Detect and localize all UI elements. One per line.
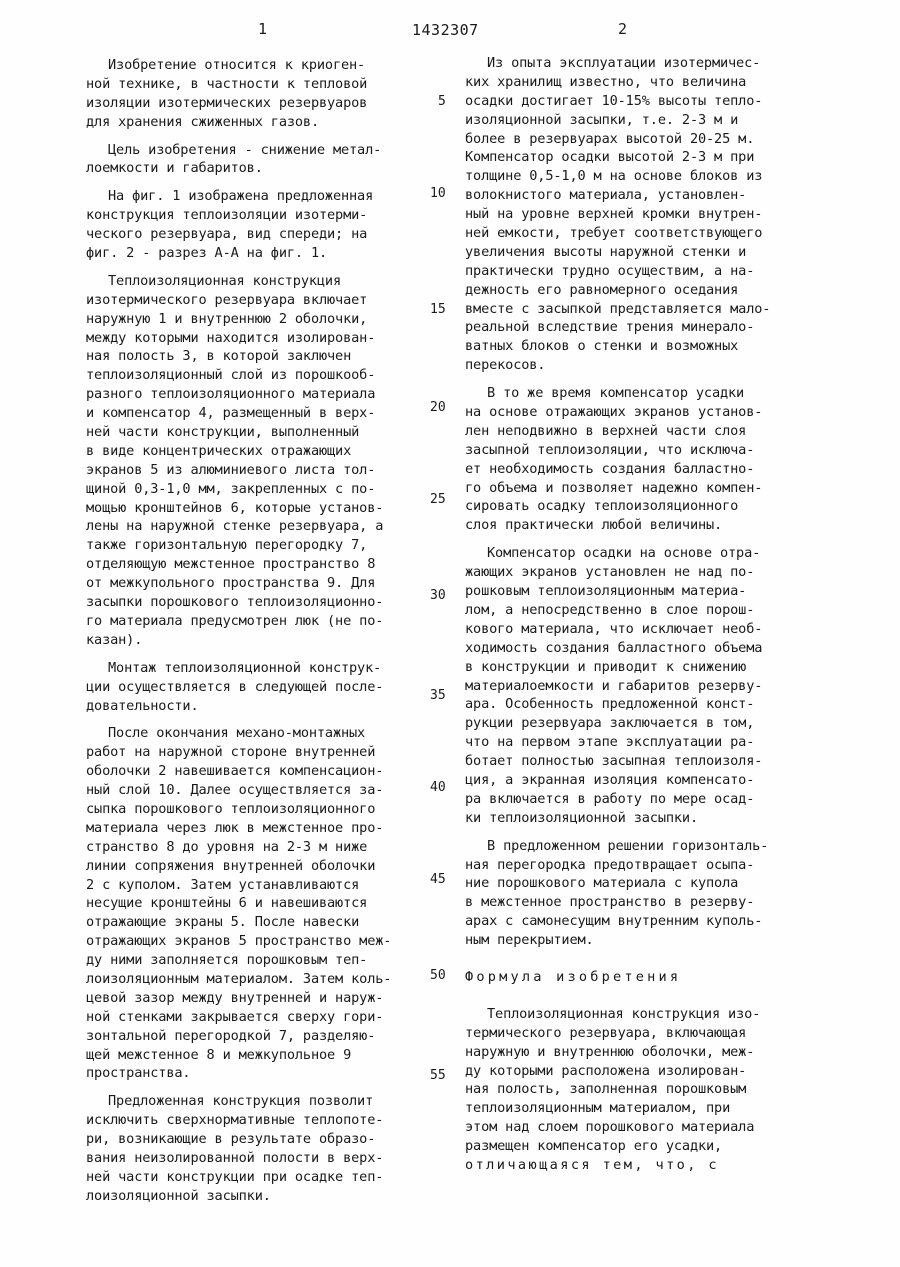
text-line: от межкупольного пространства 9. Для	[86, 575, 376, 592]
text-line: Предложенная конструкция позволит	[108, 1093, 374, 1110]
page-number-right: 2	[618, 20, 628, 38]
formula-line: теплоизоляционным материалом, при	[465, 1100, 731, 1117]
paragraph-gap	[86, 178, 456, 187]
text-line: мощью кронштейнов 6, которые установ-	[86, 499, 384, 516]
text-line: На фиг. 1 изображена предложенная	[108, 188, 374, 205]
text-line: Теплоизоляционная конструкция	[108, 272, 341, 289]
text-line: ней части конструкции при осадке теп-	[86, 1168, 384, 1185]
text-line: практически трудно осуществим, а на-	[465, 262, 755, 279]
text-line: наружную 1 и внутреннюю 2 оболочки,	[86, 310, 368, 327]
text-line: засыпки порошкового теплоизоляционно-	[86, 594, 384, 611]
text-line: го объема и позволяет надежно компен-	[465, 479, 763, 496]
text-line: лоизоляционным материалом. Затем коль-	[86, 970, 392, 987]
text-line: рукции резервуара заключается в том,	[465, 715, 755, 732]
text-line: жающих экранов установлен не над по-	[465, 564, 755, 581]
paragraph-gap	[465, 375, 825, 384]
text-line: ких хранилищ известно, что величина	[465, 73, 747, 90]
text-line: в виде концентрических отражающих	[86, 442, 352, 459]
formula-line: ду которыми расположена изолирован-	[465, 1062, 747, 1079]
right-column	[465, 54, 825, 1175]
text-line: странство 8 до уровня на 2-3 м ниже	[86, 838, 368, 855]
text-line: в конструкции и приводит к снижению	[465, 658, 747, 675]
text-line: ара. Особенность предложенной конст-	[465, 696, 755, 713]
formula-title: Формула изобретения	[465, 968, 682, 985]
text-line: 2 с куполом. Затем устанавливаются	[86, 876, 360, 893]
text-line: отражающих экранов 5 пространство меж-	[86, 933, 392, 950]
text-line: толщине 0,5-1,0 м на основе блоков из	[465, 168, 763, 185]
formula-line: Теплоизоляционная конструкция изо-	[487, 1005, 761, 1022]
text-line: осадки достигает 10-15% высоты тепло-	[465, 92, 763, 109]
text-line: ции осуществляется в следующей после-	[86, 678, 384, 695]
text-line: щиной 0,3-1,0 мм, закрепленных с по-	[86, 480, 376, 497]
text-line: линии сопряжения внутренней оболочки	[86, 857, 376, 874]
text-line: лоемкости и габаритов.	[86, 160, 263, 177]
text-line: материала через люк в межстенное про-	[86, 819, 384, 836]
text-line: зонтальной перегородкой 7, разделяю-	[86, 1027, 376, 1044]
text-line: для хранения сжиженных газов.	[86, 113, 319, 130]
text-line: ние порошкового материала с купола	[465, 875, 739, 892]
text-line: ри, возникающие в результате образо-	[86, 1131, 376, 1148]
text-line: сыпка порошкового теплоизоляционного	[86, 800, 376, 817]
text-line: После окончания механо-монтажных	[108, 725, 366, 742]
text-line: изоляционной засыпки, т.е. 2-3 м и	[465, 111, 739, 128]
line-number: 20	[430, 400, 446, 415]
text-line: рошковым теплоизоляционным материа-	[465, 583, 747, 600]
line-number: 5	[438, 94, 446, 109]
formula-line: наружную и внутреннюю оболочки, меж-	[465, 1043, 755, 1060]
text-line: Компенсатор осадки на основе отра-	[487, 545, 761, 562]
text-line: волокнистого материала, установлен-	[465, 187, 747, 204]
text-line: ный слой 10. Далее осуществляется за-	[86, 782, 384, 799]
text-line: лены на наружной стенке резервуара, а	[86, 518, 384, 535]
text-line: Из опыта эксплуатации изотермичес-	[487, 55, 761, 71]
text-line: отражающие экраны 5. После навески	[86, 914, 360, 931]
text-line: материалоемкости и габаритов резерву-	[465, 677, 763, 694]
text-line: несущие кронштейны 6 и навешиваются	[86, 895, 368, 912]
formula-line: ная полость, заполненная порошковым	[465, 1081, 747, 1098]
line-number: 10	[430, 186, 446, 201]
line-number: 55	[430, 1068, 446, 1083]
text-line: ция, а экранная изоляция компенсато-	[465, 771, 755, 788]
text-line: ки теплоизоляционной засыпки.	[465, 809, 698, 826]
text-line: щей межстенное 8 и межкупольное 9	[86, 1046, 352, 1063]
text-line: сировать осадку теплоизоляционного	[465, 498, 739, 515]
line-number: 50	[430, 968, 446, 983]
paragraph-gap	[86, 650, 456, 659]
text-line: исключить сверхнормативные теплопоте-	[86, 1112, 384, 1129]
text-line: казан).	[86, 631, 143, 648]
section-gap	[465, 950, 825, 968]
text-line: ботает полностью засыпная теплоизоля-	[465, 753, 763, 770]
text-line: оболочки 2 навешивается компенсацион-	[86, 763, 384, 780]
text-line: на основе отражающих экранов установ-	[465, 404, 763, 421]
text-line: и компенсатор 4, размещенный в верх-	[86, 405, 376, 422]
text-line: дежность его равномерного оседания	[465, 281, 739, 298]
text-line: лен неподвижно в верхней части слоя	[465, 422, 747, 439]
paragraph-gap	[465, 828, 825, 837]
text-line: фиг. 2 - разрез А-А на фиг. 1.	[86, 245, 328, 262]
formula-line: размещен компенсатор его усадки,	[465, 1138, 723, 1155]
paragraph-gap	[86, 132, 456, 141]
text-line: лоизоляционной засыпки.	[86, 1187, 271, 1204]
text-line: В предложенном решении горизонталь-	[487, 837, 769, 854]
page-number-left: 1	[258, 20, 268, 38]
line-number: 45	[430, 872, 446, 887]
formula-line: этом над слоем порошкового материала	[465, 1119, 755, 1136]
text-line: ет необходимость создания балластно-	[465, 460, 755, 477]
text-line: теплоизоляционный слой из порошкооб-	[86, 367, 376, 384]
text-line: В то же время компенсатор усадки	[487, 385, 745, 402]
text-line: Компенсатор осадки высотой 2-3 м при	[465, 149, 755, 166]
text-line: отделяющую межстенное пространство 8	[86, 556, 376, 573]
text-line: ная полость 3, в которой заключен	[86, 348, 352, 365]
text-line: вместе с засыпкой представляется мало-	[465, 300, 771, 317]
text-line: перекосов.	[465, 357, 546, 374]
document-number: 1432307	[412, 21, 479, 39]
text-line: ная перегородка предотвращает осыпа-	[465, 856, 755, 873]
text-line: ным перекрытием.	[465, 932, 594, 949]
formula-line: отличающаяся тем, что, с	[465, 1156, 720, 1173]
text-line: изоляции изотермических резервуаров	[86, 94, 368, 111]
text-line: ной стенками закрывается сверху гори-	[86, 1008, 384, 1025]
text-line: вания неизолированной полости в верх-	[86, 1149, 384, 1166]
text-line: ней емкости, требует соответствующего	[465, 225, 763, 242]
text-line: ватных блоков о стенки и возможных	[465, 338, 739, 355]
text-line: го материала предусмотрен люк (не по-	[86, 612, 384, 629]
text-line: пространства.	[86, 1065, 191, 1082]
text-line: реальной вследствие трения минерало-	[465, 319, 755, 336]
text-line: более в резервуарах высотой 20-25 м.	[465, 130, 755, 147]
paragraph-gap	[86, 263, 456, 272]
text-line: экранов 5 из алюминиевого листа тол-	[86, 461, 376, 478]
text-line: Изобретение относится к криоген-	[108, 57, 366, 73]
line-number: 15	[430, 302, 446, 317]
text-line: разного теплоизоляционного материала	[86, 386, 376, 403]
text-line: цевой зазор между внутренней и наруж-	[86, 989, 384, 1006]
text-line: между которыми находится изолирован-	[86, 329, 376, 346]
line-number: 35	[430, 688, 446, 703]
text-line: кового материала, что исключает необ-	[465, 620, 763, 637]
text-line: ной технике, в частности к тепловой	[86, 75, 368, 92]
text-line: засыпной теплоизоляции, что исключа-	[465, 441, 755, 458]
text-line: ходимость создания балластного объема	[465, 639, 763, 656]
text-line: увеличения высоты наружной стенки и	[465, 243, 747, 260]
text-line: арах с самонесущим внутренним куполь-	[465, 913, 763, 930]
text-line: что на первом этапе эксплуатации ра-	[465, 734, 755, 751]
text-line: ческого резервуара, вид спереди; на	[86, 226, 368, 243]
paragraph-gap	[86, 1083, 456, 1092]
text-line: довательности.	[86, 697, 199, 714]
left-column	[86, 56, 456, 1206]
text-line: ра включается в работу по мере осад-	[465, 790, 755, 807]
line-number: 25	[430, 492, 446, 507]
line-number: 30	[430, 588, 446, 603]
text-line: работ на наружной стороне внутренней	[86, 744, 376, 761]
paragraph-gap	[465, 535, 825, 544]
text-line: ду ними заполняется порошковым теп-	[86, 952, 368, 969]
formula-line: термического резервуара, включающая	[465, 1024, 747, 1041]
section-gap	[465, 987, 825, 1005]
text-line: в межстенное пространство в резерву-	[465, 894, 755, 911]
line-number: 40	[430, 780, 446, 795]
text-line: ней части конструкции, выполненный	[86, 424, 360, 441]
paragraph-gap	[86, 715, 456, 724]
text-line: лом, а непосредственно в слое порош-	[465, 601, 755, 618]
text-line: также горизонтальную перегородку 7,	[86, 537, 368, 554]
text-line: слоя практически любой величины.	[465, 517, 723, 534]
text-line: конструкция теплоизоляции изотерми-	[86, 207, 368, 224]
text-line: ный на уровне верхней кромки внутрен-	[465, 206, 763, 223]
text-line: Монтаж теплоизоляционной конструк-	[108, 659, 382, 676]
text-line: Цель изобретения - снижение метал-	[108, 141, 382, 158]
text-line: изотермического резервуара включает	[86, 291, 368, 308]
